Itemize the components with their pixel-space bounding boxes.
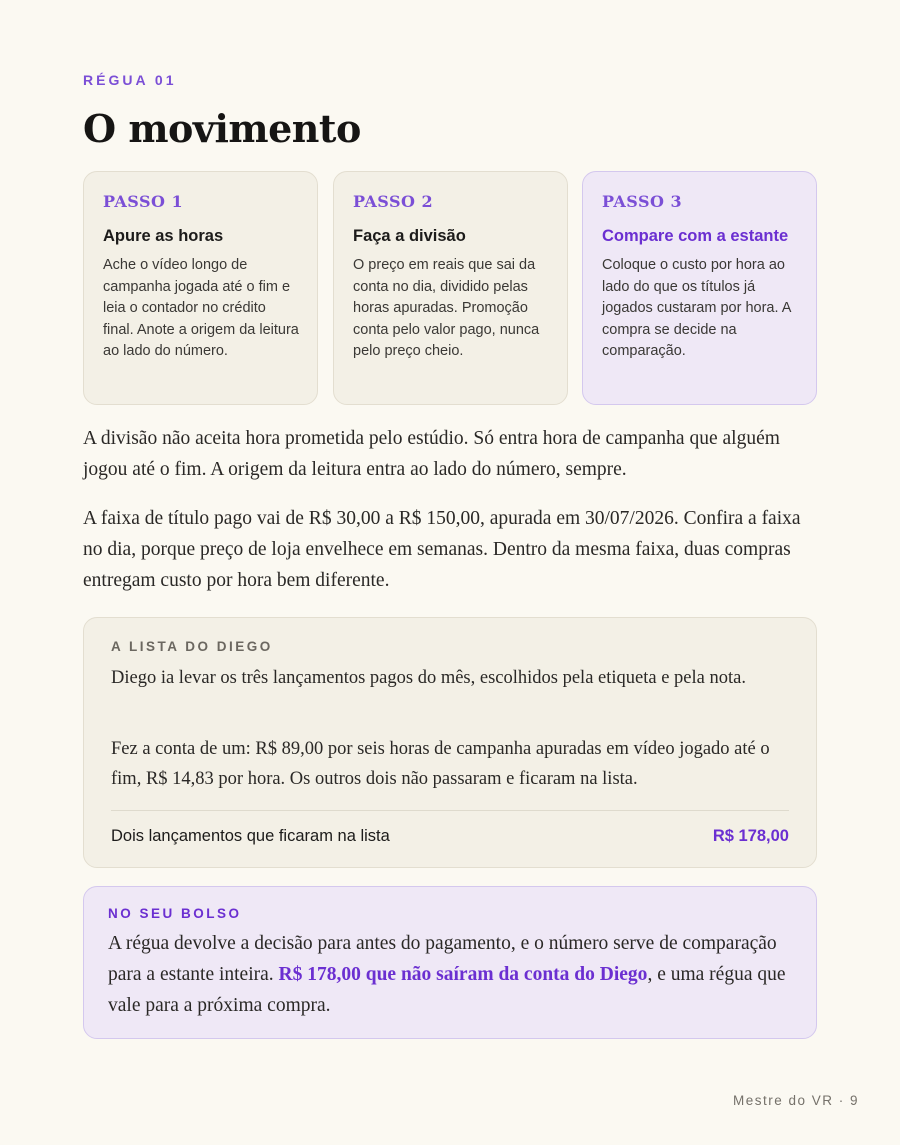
steps-row: [83, 171, 817, 405]
example-paragraph-1: Diego ia levar os três lançamentos pagos do mês, escolhidos pela etiqueta e pela nota.: [111, 668, 746, 688]
takeaway-highlight: R$ 178,00 que não saíram da conta do Diego: [278, 964, 648, 985]
step-label: PASSO 1: [103, 192, 184, 211]
example-card: [83, 617, 817, 868]
step-title: Compare com a estante: [602, 227, 789, 245]
takeaway-text-start: A régua devolve a decisão para antes do pagamento, e o número serve de comparação para a estante inteira.: [108, 933, 777, 985]
page-title: O movimento: [83, 106, 361, 151]
takeaway-text: [108, 928, 798, 1021]
step-label: PASSO 3: [602, 192, 683, 211]
section-eyebrow: RÉGUA 01: [83, 72, 177, 88]
body-paragraph-2: A faixa de título pago vai de R$ 30,00 a R$ 150,00, apurada em 30/07/2026. Confira a faixa no dia, porque preço de loja envelhece em semanas. Dentro da mesma faixa, duas compras entregam custo por hora bem diferente.: [83, 508, 801, 591]
example-paragraph-2: Fez a conta de um: R$ 89,00 por seis horas de campanha apuradas em vídeo jogado até o fim, R$ 14,83 por hora. Os outros dois não passaram e ficaram na lista.: [111, 739, 770, 789]
step-body: O preço em reais que sai da conta no dia, dividido pelas horas apuradas. Promoção conta pelo valor pago, nunca pelo preço cheio.: [353, 257, 540, 359]
body-paragraph-1: A divisão não aceita hora prometida pelo estúdio. Só entra hora de campanha que alguém jogou até o fim. A origem da leitura entra ao lado do número, sempre.: [83, 428, 780, 480]
takeaway-text-end: , e uma régua que vale para a próxima compra.: [108, 964, 786, 1016]
takeaway-label: NO SEU BOLSO: [108, 906, 242, 921]
step-card-2: [333, 171, 568, 405]
total-value: R$ 178,00: [712, 827, 789, 845]
step-title: Apure as horas: [103, 227, 224, 245]
step-body: Coloque o custo por hora ao lado do que os títulos já jogados custaram por hora. A compra se decide na comparação.: [602, 257, 791, 359]
divider: [111, 810, 789, 811]
total-label: Dois lançamentos que ficaram na lista: [111, 827, 390, 845]
step-body: Ache o vídeo longo de campanha jogada até o fim e leia o contador no crédito final. Anote a origem da leitura ao lado do número.: [103, 257, 299, 359]
takeaway-card: [83, 886, 817, 1039]
step-label: PASSO 2: [353, 192, 434, 211]
step-title: Faça a divisão: [353, 227, 466, 245]
step-card-1: [83, 171, 318, 405]
step-card-3: [582, 171, 817, 405]
example-card-label: A LISTA DO DIEGO: [111, 639, 273, 654]
page-footer: Mestre do VR · 9: [732, 1093, 859, 1108]
